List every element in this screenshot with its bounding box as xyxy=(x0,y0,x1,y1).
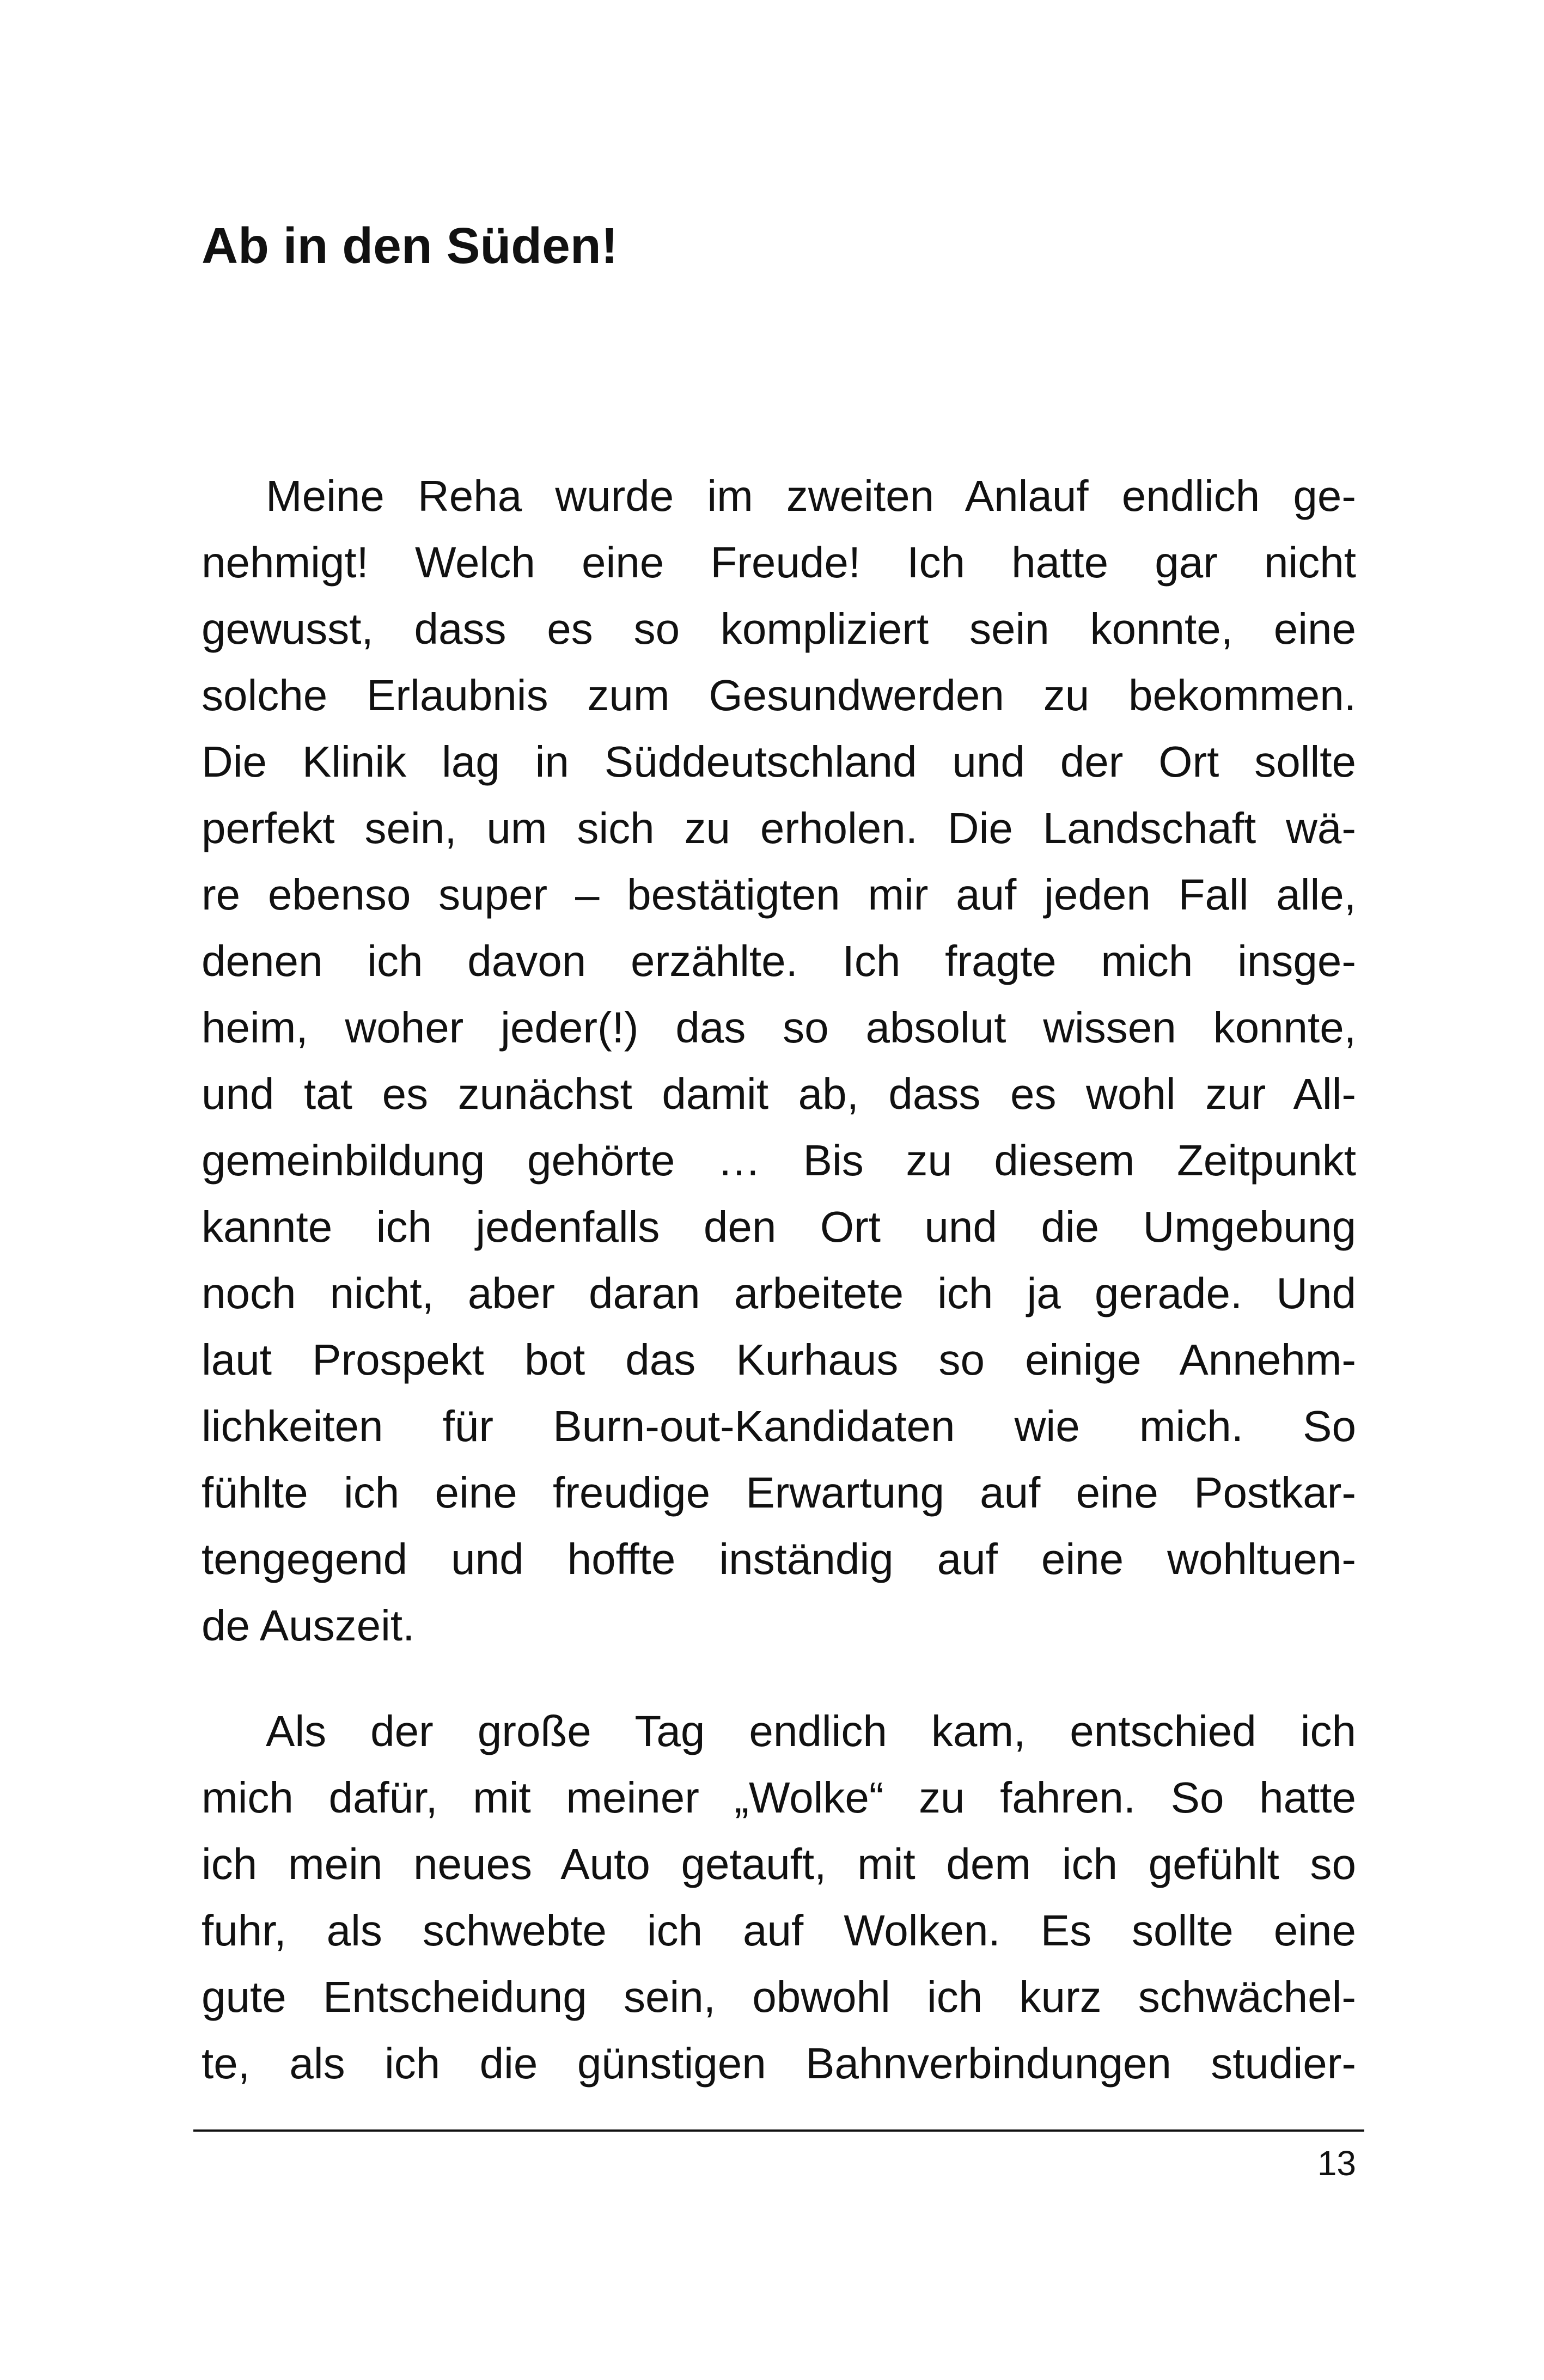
text-line: nehmigt! Welch eine Freude! Ich hatte gar nicht xyxy=(202,538,1356,587)
text-line: heim, woher jeder(!) das so absolut wissen konnte, xyxy=(202,1003,1356,1052)
text-line: Die Klinik lag in Süddeutschland und der Ort sollte xyxy=(202,737,1356,786)
text-line: perfekt sein, um sich zu erholen. Die Landschaft wä- xyxy=(202,804,1356,852)
footer-divider xyxy=(193,2129,1364,2132)
text-line: re ebenso super – bestätigten mir auf jeden Fall alle, xyxy=(202,870,1356,919)
text-line: gemeinbildung gehörte … Bis zu diesem Zeitpunkt xyxy=(202,1136,1356,1185)
text-line: te, als ich die günstigen Bahnverbindungen studier- xyxy=(202,2039,1356,2088)
text-line: de Auszeit. xyxy=(202,1601,415,1650)
text-line: laut Prospekt bot das Kurhaus so einige Annehm- xyxy=(202,1335,1356,1384)
text-line: gewusst, dass es so kompliziert sein konnte, eine xyxy=(202,605,1356,653)
paragraph-spacer xyxy=(202,1659,1356,1698)
body-text xyxy=(202,463,1356,2097)
text-line: noch nicht, aber daran arbeitete ich ja gerade. Und xyxy=(202,1269,1356,1317)
text-line: Als der große Tag endlich kam, entschied ich xyxy=(266,1707,1356,1755)
text-line: kannte ich jedenfalls den Ort und die Umgebung xyxy=(202,1203,1356,1251)
page-number: 13 xyxy=(1317,2144,1356,2183)
text-line: tengegend und hoffte inständig auf eine wohltuen- xyxy=(202,1535,1356,1583)
paragraph xyxy=(202,463,1356,1659)
text-line: denen ich davon erzählte. Ich fragte mich insge- xyxy=(202,937,1356,985)
text-line: gute Entscheidung sein, obwohl ich kurz schwächel- xyxy=(202,1973,1356,2021)
paragraph xyxy=(202,1698,1356,2097)
text-line: fuhr, als schwebte ich auf Wolken. Es sollte eine xyxy=(202,1906,1356,1955)
text-line: und tat es zunächst damit ab, dass es wohl zur All- xyxy=(202,1070,1356,1118)
text-line: lichkeiten für Burn-out-Kandidaten wie mich. So xyxy=(202,1402,1356,1450)
text-line: ich mein neues Auto getauft, mit dem ich gefühlt so xyxy=(202,1840,1356,1888)
text-line: Meine Reha wurde im zweiten Anlauf endlich ge- xyxy=(266,472,1356,520)
text-line: fühlte ich eine freudige Erwartung auf eine Postkar- xyxy=(202,1468,1356,1517)
text-line: solche Erlaubnis zum Gesundwerden zu bekommen. xyxy=(202,671,1356,719)
text-line: mich dafür, mit meiner „Wolke“ zu fahren. So hatte xyxy=(202,1773,1356,1822)
chapter-title: Ab in den Süden! xyxy=(202,217,618,274)
